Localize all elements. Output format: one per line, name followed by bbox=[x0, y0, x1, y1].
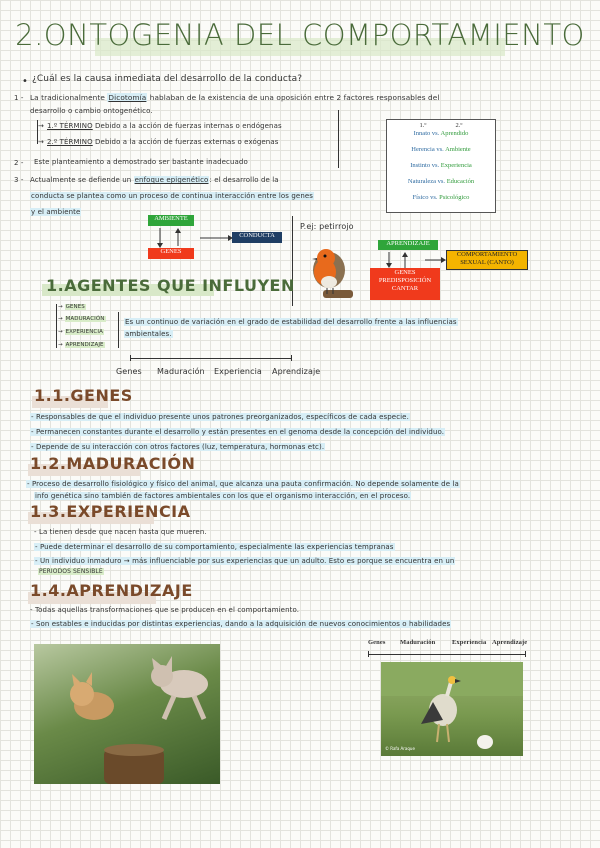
aprendizaje-box: APRENDIZAJE bbox=[378, 240, 438, 250]
diagram1-arrows bbox=[148, 226, 238, 250]
p3-line1: Actualmente se defiende un enfoque epigenético: el desarrollo de la bbox=[30, 176, 279, 184]
agentes-divider bbox=[118, 312, 119, 348]
genes-line2: - Permanecen constantes durante el desarrollo y están presentes en el genoma desde la concepción del individuo. bbox=[31, 428, 445, 436]
experiencia-line1: - La tienen desde que nacen hasta que mueren. bbox=[34, 528, 207, 536]
p1-line2: desarrollo o cambio ontogenético. bbox=[30, 107, 153, 115]
agentes-item: → EXPERIENCIA bbox=[58, 329, 103, 335]
timeline2-line bbox=[368, 654, 526, 655]
agentes-text1: Es un continuo de variación en el grado de estabilidad del desarrollo frente a las influencias bbox=[125, 318, 457, 326]
vs-row: Instinto vs. Experiencia bbox=[410, 162, 472, 169]
question-bullet: • bbox=[22, 76, 28, 87]
timeline2-label: Aprendizaje bbox=[492, 639, 528, 646]
vs-header1: 1.º bbox=[419, 122, 427, 129]
timeline2-label: Maduración bbox=[400, 639, 436, 646]
p2-text: Este planteamiento a demostrado ser bastante inadecuado bbox=[34, 158, 248, 166]
p1-number: 1 - bbox=[14, 94, 24, 102]
vulture-drawing bbox=[381, 662, 523, 756]
kittens-image bbox=[34, 644, 220, 784]
vs-table bbox=[386, 119, 496, 213]
timeline-label: Aprendizaje bbox=[272, 367, 321, 376]
genes-box: GENES bbox=[148, 248, 194, 259]
agentes-bracket bbox=[56, 304, 57, 348]
termino2-arrow: → bbox=[38, 138, 44, 146]
question: ¿Cuál es la causa inmediata del desarrollo de la conducta? bbox=[32, 74, 303, 84]
agentes-text2: ambientales. bbox=[125, 330, 172, 338]
timeline2-tick bbox=[368, 651, 369, 657]
example-label: P.ej: petirrojo bbox=[300, 222, 354, 231]
vs-row: Herencia vs. Ambiente bbox=[411, 146, 471, 153]
page-title: 2.ONTOGENIA DEL COMPORTAMIENTO bbox=[15, 18, 585, 52]
experiencia-line3: - Un individuo inmaduro → más influenciable por sus experiencias que un adulto. Esto es porque se encuentra en un bbox=[35, 557, 455, 565]
vulture-caption: © Rafa Araque bbox=[385, 746, 415, 751]
vs-header2: 2.º bbox=[455, 122, 463, 129]
timeline-label: Maduración bbox=[157, 367, 205, 376]
experiencia-title: 1.3.EXPERIENCIA bbox=[30, 502, 191, 521]
dicotomia-term: Dicotomía bbox=[108, 93, 147, 102]
maduracion-line1: - Proceso de desarrollo fisiológico y físico del animal, que alcanza una pauta confirmación. No depende solamente de la bbox=[27, 480, 459, 488]
vs-row: Innato vs. Aprendido bbox=[413, 130, 469, 137]
termino2: 2.º TÉRMINO Debido a la acción de fuerzas externas o exógenas bbox=[47, 138, 279, 146]
vulture-image bbox=[381, 662, 523, 756]
p1-line1: La tradicionalmente Dicotomía hablaban de la existencia de una oposición entre 2 factores responsables del bbox=[30, 93, 440, 102]
maduracion-line2: info genética sino también de factores ambientales con los que el organismo interacción, en el proceso. bbox=[35, 492, 411, 500]
robin-image bbox=[305, 238, 355, 308]
experiencia-line4: PERIODOS SENSIBLE bbox=[39, 568, 103, 575]
maduracion-title: 1.2.MADURACIÓN bbox=[30, 454, 196, 473]
agentes-item: → APRENDIZAJE bbox=[58, 342, 104, 348]
timeline-tick bbox=[291, 355, 292, 361]
timeline-label: Genes bbox=[116, 367, 142, 376]
aprendizaje-line1: - Todas aquellas transformaciones que se producen en el comportamiento. bbox=[30, 606, 300, 614]
timeline-line bbox=[130, 358, 292, 359]
genes-predisposicion-box: GENES PREDISPOSICIÓN CANTAR bbox=[370, 268, 440, 300]
genes-line3: - Depende de su interacción con otros factores (luz, temperatura, hormonas etc). bbox=[31, 443, 325, 451]
timeline-label: Experiencia bbox=[214, 367, 262, 376]
p3-line2: conducta se plantea como un proceso de continua interacción entre los genes bbox=[31, 192, 314, 200]
agentes-item: → MADURACIÓN bbox=[58, 316, 105, 322]
genes-line1: - Responsables de que el individuo presente unos patrones preorganizados, específicos de cada especie. bbox=[31, 413, 409, 421]
ambiente-box: AMBIENTE bbox=[148, 215, 194, 226]
vs-row: Físico vs. Psicológico bbox=[412, 194, 470, 201]
termino1-arrow: → bbox=[38, 122, 44, 130]
vs-row: Naturaleza vs. Educación bbox=[407, 178, 475, 185]
timeline2-label: Experiencia bbox=[452, 639, 487, 646]
conducta-box: CONDUCTA bbox=[232, 232, 282, 243]
comportamiento-box: COMPORTAMIENTO SEXUAL (CANTO) bbox=[446, 250, 528, 270]
diagram2-arrows bbox=[375, 250, 450, 270]
genes-title: 1.1.GENES bbox=[34, 386, 133, 405]
kittens-drawing bbox=[34, 644, 220, 784]
aprendizaje-line2: - Son estables e inducidas por distintas experiencias, dando a la adquisición de nuevos conocimientos o habilidades bbox=[31, 620, 451, 628]
enfoque-term: enfoque epigenético bbox=[134, 176, 209, 184]
aprendizaje-title: 1.4.APRENDIZAJE bbox=[30, 581, 193, 600]
experiencia-line2: - Puede determinar el desarrollo de su comportamiento, especialmente las experiencias tempranas bbox=[35, 543, 394, 551]
divider-line bbox=[338, 110, 339, 168]
timeline2-label: Genes bbox=[368, 639, 386, 646]
agentes-title: 1.AGENTES QUE INFLUYEN bbox=[46, 276, 295, 295]
p3-number: 3 - bbox=[14, 176, 24, 184]
p2-number: 2 - bbox=[14, 159, 24, 167]
p3-line3: y el ambiente bbox=[31, 208, 81, 216]
agentes-item: → GENES bbox=[58, 304, 85, 310]
timeline-tick bbox=[130, 355, 131, 361]
termino1: 1.º TÉRMINO Debido a la acción de fuerzas internas o endógenas bbox=[47, 122, 282, 130]
timeline2-tick bbox=[525, 651, 526, 657]
